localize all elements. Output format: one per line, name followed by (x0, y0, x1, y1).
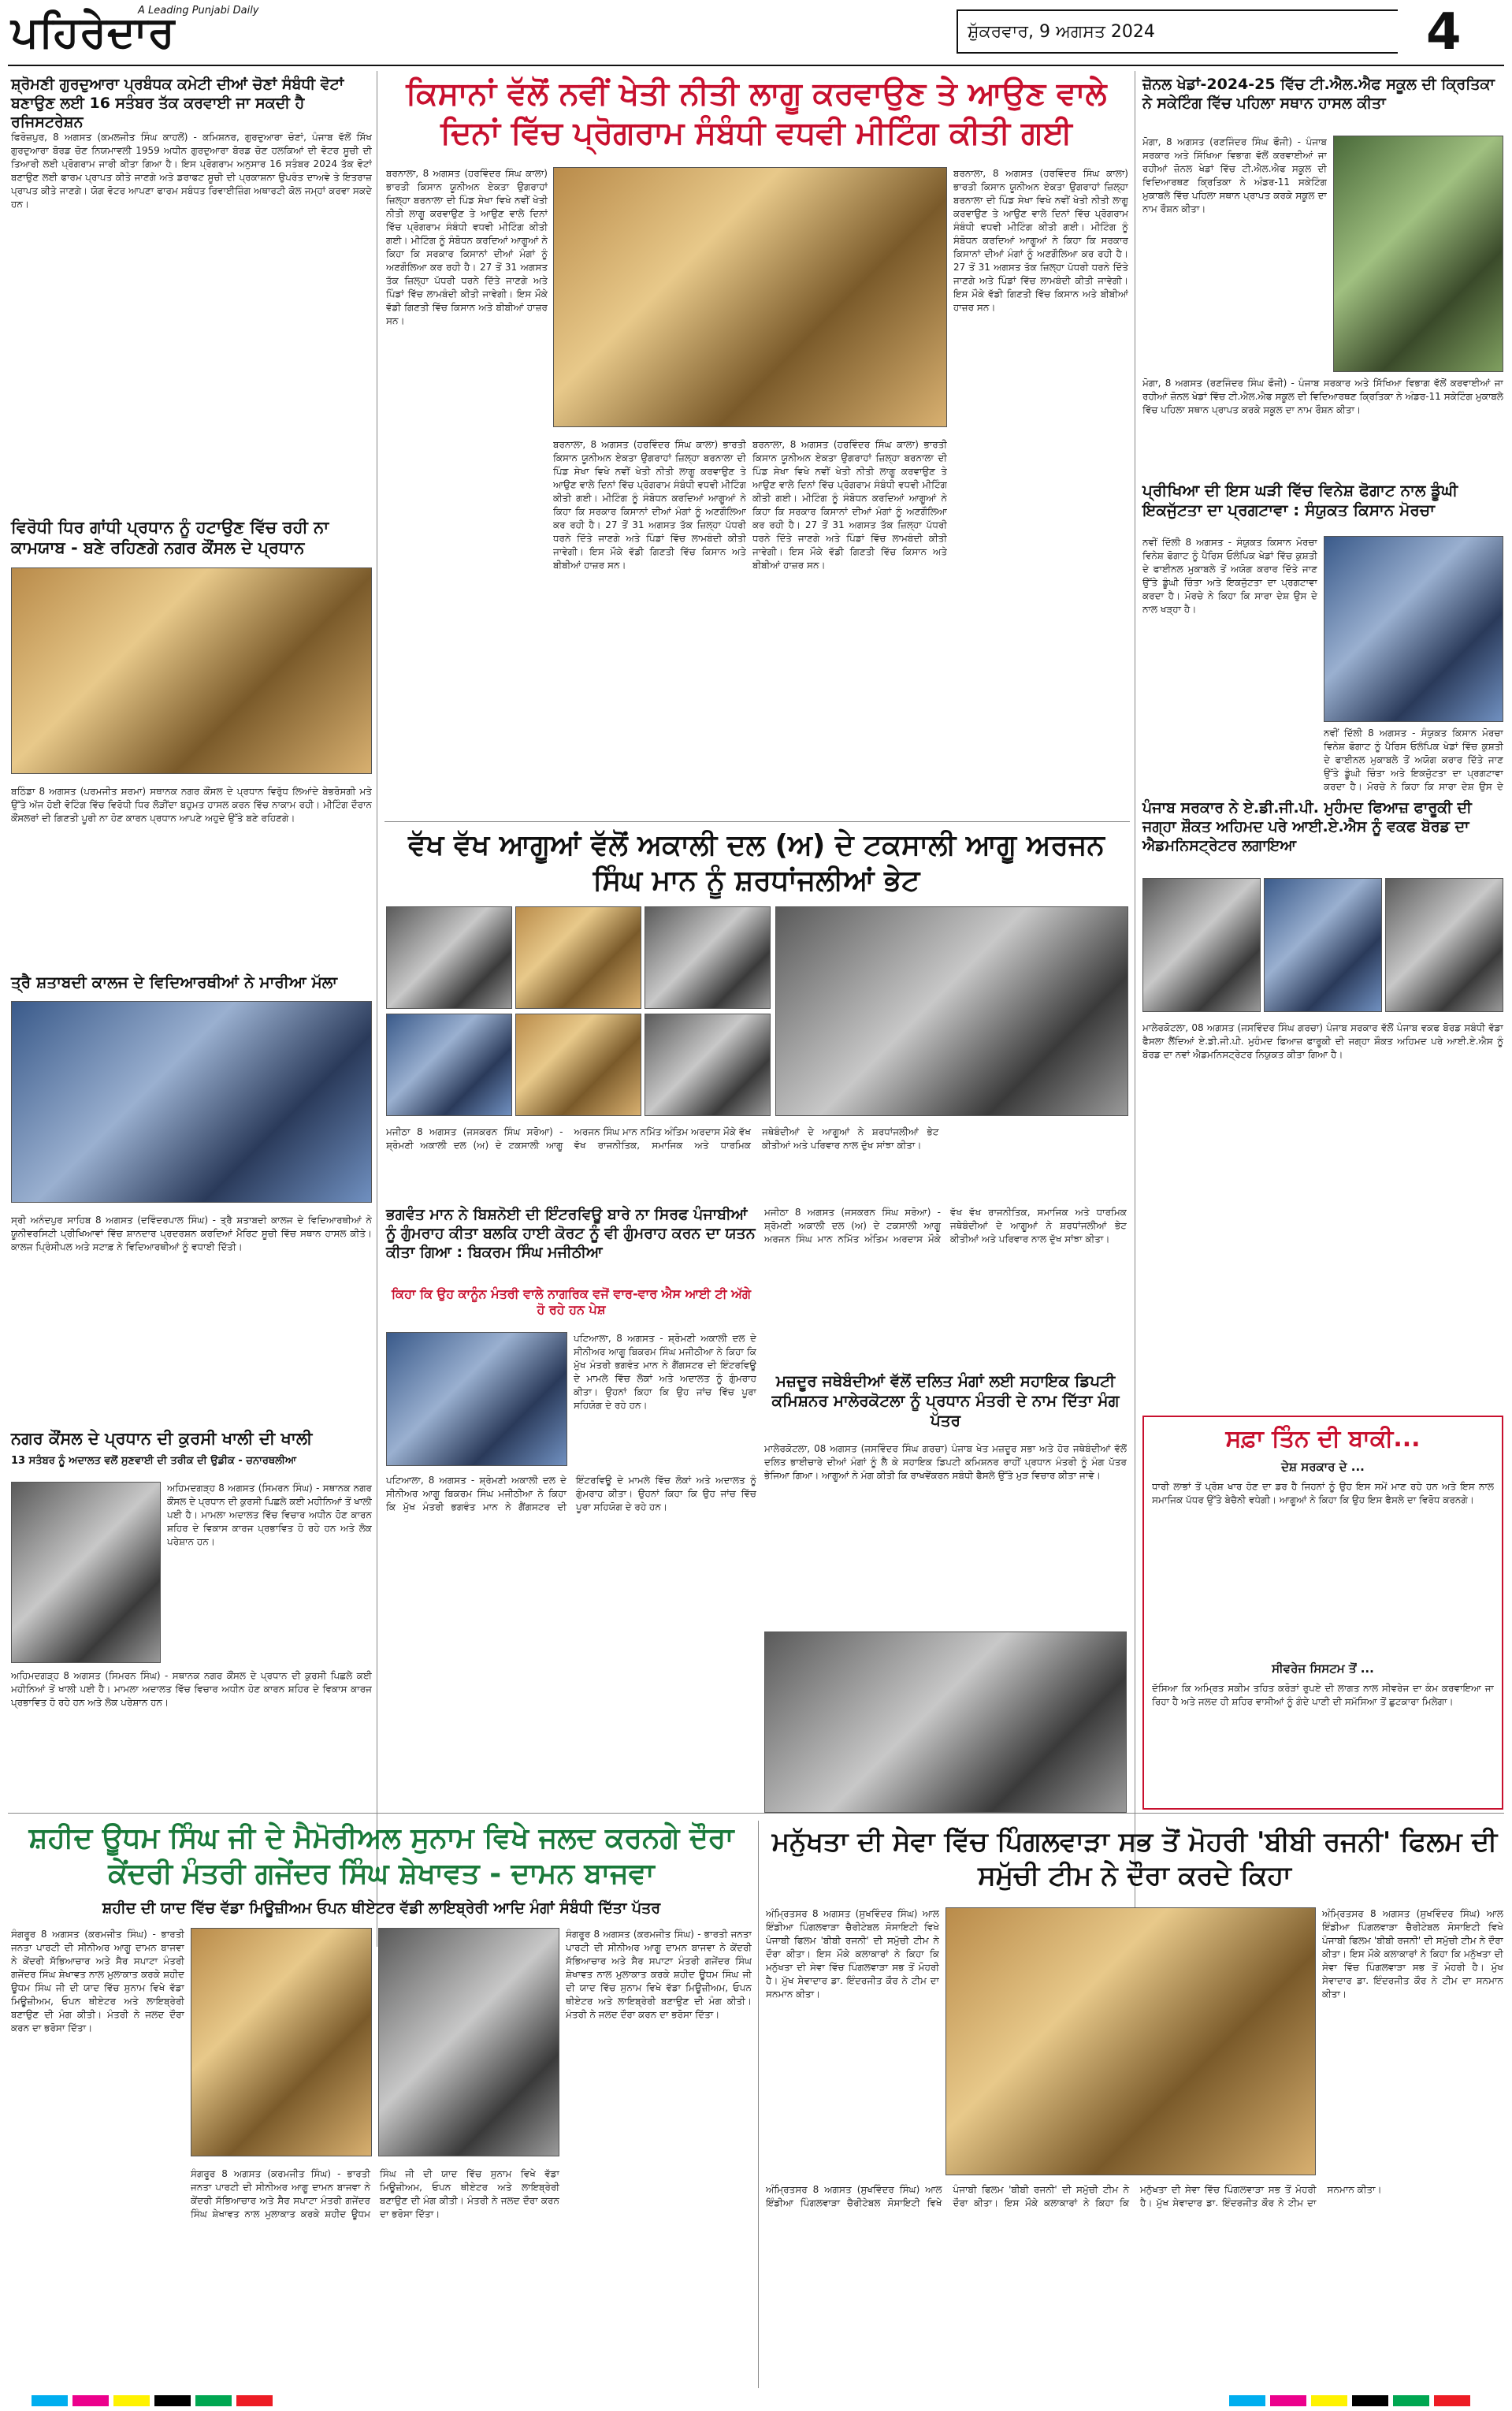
registration-swatch (72, 2395, 109, 2406)
article-a4-headline: ਨਗਰ ਕੌਂਸਲ ਦੇ ਪ੍ਰਧਾਨ ਦੀ ਕੁਰਸੀ ਖਾਲੀ ਦੀ ਖਾਲੀ (11, 1429, 313, 1448)
article-a5-body-col2: ਬਰਨਾਲਾ, 8 ਅਗਸਤ (ਹਰਵਿੰਦਰ ਸਿੰਘ ਕਾਲਾ) ਭਾਰਤੀ ਕਿਸਾਨ ਯੂਨੀਅਨ ਏਕਤਾ ਉਗਰਾਹਾਂ ਜ਼ਿਲ੍ਹਾ ਬਰਨਾਲਾ ਦੀ ਪਿੰਡ ਸੇਖਾ ਵਿਖੇ ਨਵੀਂ ਖੇਤੀ ਨੀਤੀ ਲਾਗੂ ਕਰਵਾਉਣ ਤੇ ਆਉਣ ਵਾਲੇ ਦਿਨਾਂ ਵਿੱਚ ਪ੍ਰੋਗਰਾਮ ਸੰਬੰਧੀ ਵਧਵੀ ਮੀਟਿੰਗ ਕੀਤੀ ਗਈ। ਮੀਟਿੰਗ ਨੂੰ ਸੰਬੋਧਨ ਕਰਦਿਆਂ ਆਗੂਆਂ ਨੇ ਕਿਹਾ ਕਿ ਸਰਕਾਰ ਕਿਸਾਨਾਂ ਦੀਆਂ ਮੰਗਾਂ ਨੂੰ ਅਣਗੌਲਿਆ ਕਰ ਰਹੀ ਹੈ। 27 ਤੋਂ 31 ਅਗਸਤ ਤੱਕ ਜ਼ਿਲ੍ਹਾ ਪੱਧਰੀ ਧਰਨੇ ਦਿੱਤੇ ਜਾਣਗੇ ਅਤੇ ਪਿੰਡਾਂ ਵਿੱਚ ਲਾਮਬੰਦੀ ਕੀਤੀ ਜਾਵੇਗੀ। ਇਸ ਮੌਕੇ ਵੱਡੀ ਗਿਣਤੀ ਵਿੱਚ ਕਿਸਾਨ ਅਤੇ ਬੀਬੀਆਂ ਹਾਜ਼ਰ ਸਨ। (553, 439, 746, 571)
college-students-photo (11, 1001, 372, 1203)
continued-box-title: ਸਫ਼ਾ ਤਿੰਨ ਦੀ ਬਾਕੀ... (1225, 1425, 1421, 1453)
masthead-tagline: A Leading Punjabi Daily (138, 5, 259, 17)
article-a9-headline: ਜ਼ੋਨਲ ਖੇਡਾਂ-2024-25 ਵਿੱਚ ਟੀ.ਐਲ.ਐਫ ਸਕੂਲ ਦੀ ਕ੍ਰਿਤਿਕਾ ਨੇ ਸਕੇਟਿੰਗ ਵਿੱਚ ਪਹਿਲਾ ਸਥਾਨ ਹਾਸਲ ਕੀਤਾ (1142, 76, 1495, 112)
article-a13-body: ਅੰਮ੍ਰਿਤਸਰ 8 ਅਗਸਤ (ਸੁਖਵਿੰਦਰ ਸਿੰਘ) ਆਲ ਇੰਡੀਆ ਪਿੰਗਲਵਾੜਾ ਚੈਰੀਟੇਬਲ ਸੋਸਾਇਟੀ ਵਿਖੇ ਪੰਜਾਬੀ ਫਿਲਮ 'ਬੀਬੀ ਰਜਨੀ' ਦੀ ਸਮੁੱਚੀ ਟੀਮ ਨੇ ਦੌਰਾ ਕੀਤਾ। ਇਸ ਮੌਕੇ ਕਲਾਕਾਰਾਂ ਨੇ ਕਿਹਾ ਕਿ ਮਨੁੱਖਤਾ ਦੀ ਸੇਵਾ ਵਿੱਚ ਪਿੰਗਲਵਾੜਾ ਸਭ ਤੋਂ ਮੋਹਰੀ ਹੈ। ਮੁੱਖ ਸੇਵਾਦਾਰ ਡਾ. ਇੰਦਰਜੀਤ ਕੌਰ ਨੇ ਟੀਮ ਦਾ ਸਨਮਾਨ ਕੀਤਾ। (766, 1908, 939, 2000)
article-a6-body-continued: ਮਜੀਠਾ 8 ਅਗਸਤ (ਜਸਕਰਨ ਸਿੰਘ ਸਰੋਆ) - ਸ਼੍ਰੋਮਣੀ ਅਕਾਲੀ ਦਲ (ਅ) ਦੇ ਟਕਸਾਲੀ ਆਗੂ ਅਰਜਨ ਸਿੰਘ ਮਾਨ ਨਮਿੱਤ ਅੰਤਿਮ ਅਰਦਾਸ ਮੌਕੇ ਵੱਖ ਵੱਖ ਰਾਜਨੀਤਿਕ, ਸਮਾਜਿਕ ਅਤੇ ਧਾਰਮਿਕ ਜਥੇਬੰਦੀਆਂ ਦੇ ਆਗੂਆਂ ਨੇ ਸ਼ਰਧਾਂਜਲੀਆਂ ਭੇਟ ਕੀਤੀਆਂ ਅਤੇ ਪਰਿਵਾਰ ਨਾਲ ਦੁੱਖ ਸਾਂਝਾ ਕੀਤਾ। (764, 1207, 1127, 1245)
article-a5-headline: ਕਿਸਾਨਾਂ ਵੱਲੋਂ ਨਵੀਂ ਖੇਤੀ ਨੀਤੀ ਲਾਗੂ ਕਰਵਾਉਣ ਤੇ ਆਉਣ ਵਾਲੇ ਦਿਨਾਂ ਵਿੱਚ ਪ੍ਰੋਗਰਾਮ ਸੰਬੰਧੀ ਵਧਵੀ ਮੀਟਿੰਗ ਕੀਤੀ ਗਈ (406, 76, 1107, 151)
tribute-leader-photo (645, 906, 771, 1009)
skater-girl-photo (1333, 136, 1503, 372)
article-a5-body: ਬਰਨਾਲਾ, 8 ਅਗਸਤ (ਹਰਵਿੰਦਰ ਸਿੰਘ ਕਾਲਾ) ਭਾਰਤੀ ਕਿਸਾਨ ਯੂਨੀਅਨ ਏਕਤਾ ਉਗਰਾਹਾਂ ਜ਼ਿਲ੍ਹਾ ਬਰਨਾਲਾ ਦੀ ਪਿੰਡ ਸੇਖਾ ਵਿਖੇ ਨਵੀਂ ਖੇਤੀ ਨੀਤੀ ਲਾਗੂ ਕਰਵਾਉਣ ਤੇ ਆਉਣ ਵਾਲੇ ਦਿਨਾਂ ਵਿੱਚ ਪ੍ਰੋਗਰਾਮ ਸੰਬੰਧੀ ਵਧਵੀ ਮੀਟਿੰਗ ਕੀਤੀ ਗਈ। ਮੀਟਿੰਗ ਨੂੰ ਸੰਬੋਧਨ ਕਰਦਿਆਂ ਆਗੂਆਂ ਨੇ ਕਿਹਾ ਕਿ ਸਰਕਾਰ ਕਿਸਾਨਾਂ ਦੀਆਂ ਮੰਗਾਂ ਨੂੰ ਅਣਗੌਲਿਆ ਕਰ ਰਹੀ ਹੈ। 27 ਤੋਂ 31 ਅਗਸਤ ਤੱਕ ਜ਼ਿਲ੍ਹਾ ਪੱਧਰੀ ਧਰਨੇ ਦਿੱਤੇ ਜਾਣਗੇ ਅਤੇ ਪਿੰਡਾਂ ਵਿੱਚ ਲਾਮਬੰਦੀ ਕੀਤੀ ਜਾਵੇਗੀ। ਇਸ ਮੌਕੇ ਵੱਡੀ ਗਿਣਤੀ ਵਿੱਚ ਕਿਸਾਨ ਅਤੇ ਬੀਬੀਆਂ ਹਾਜ਼ਰ ਸਨ। (386, 168, 548, 326)
registration-swatch (1352, 2395, 1388, 2406)
tribute-leader-photo (386, 1014, 512, 1116)
tribute-gathering-photo (775, 906, 1128, 1116)
article-a12-body-continued: ਸੰਗਰੂਰ 8 ਅਗਸਤ (ਕਰਮਜੀਤ ਸਿੰਘ) - ਭਾਰਤੀ ਜਨਤਾ ਪਾਰਟੀ ਦੀ ਸੀਨੀਅਰ ਆਗੂ ਦਾਮਨ ਬਾਜਵਾ ਨੇ ਕੇਂਦਰੀ ਸੱਭਿਆਚਾਰ ਅਤੇ ਸੈਰ ਸਪਾਟਾ ਮੰਤਰੀ ਗਜੇਂਦਰ ਸਿੰਘ ਸ਼ੇਖਾਵਤ ਨਾਲ ਮੁਲਾਕਾਤ ਕਰਕੇ ਸ਼ਹੀਦ ਊਧਮ ਸਿੰਘ ਜੀ ਦੀ ਯਾਦ ਵਿੱਚ ਸੁਨਾਮ ਵਿਖੇ ਵੱਡਾ ਮਿਊਜ਼ੀਅਮ, ਓਪਨ ਥੀਏਟਰ ਅਤੇ ਲਾਇਬ੍ਰੇਰੀ ਬਣਾਉਣ ਦੀ ਮੰਗ ਕੀਤੀ। ਮੰਤਰੀ ਨੇ ਜਲਦ ਦੌਰਾ ਕਰਨ ਦਾ ਭਰੋਸਾ ਦਿੱਤਾ। (191, 2168, 559, 2219)
article-a10-headline: ਪ੍ਰੀਖਿਆ ਦੀ ਇਸ ਘੜੀ ਵਿੱਚ ਵਿਨੇਸ਼ ਫੋਗਾਟ ਨਾਲ ਡੂੰਘੀ ਇਕਜੁੱਟਤਾ ਦਾ ਪ੍ਰਗਟਾਵਾ : ਸੰਯੁਕਤ ਕਿਸਾਨ ਮੋਰਚਾ (1142, 481, 1458, 519)
article-a12-headline: ਸ਼ਹੀਦ ਊਧਮ ਸਿੰਘ ਜੀ ਦੇ ਮੈਮੋਰੀਅਲ ਸੁਨਾਮ ਵਿਖੇ ਜਲਦ ਕਰਨਗੇ ਦੌਰਾ ਕੇਂਦਰੀ ਮੰਤਰੀ ਗਜੇਂਦਰ ਸਿੰਘ ਸ਼ੇਖਾਵਤ - ਦਾਮਨ ਬਾਜਵਾ (28, 1822, 734, 1890)
official-portrait (1142, 878, 1261, 1012)
vinesh-phogat-photo (1324, 536, 1503, 722)
article-a12-body-col3: ਸੰਗਰੂਰ 8 ਅਗਸਤ (ਕਰਮਜੀਤ ਸਿੰਘ) - ਭਾਰਤੀ ਜਨਤਾ ਪਾਰਟੀ ਦੀ ਸੀਨੀਅਰ ਆਗੂ ਦਾਮਨ ਬਾਜਵਾ ਨੇ ਕੇਂਦਰੀ ਸੱਭਿਆਚਾਰ ਅਤੇ ਸੈਰ ਸਪਾਟਾ ਮੰਤਰੀ ਗਜੇਂਦਰ ਸਿੰਘ ਸ਼ੇਖਾਵਤ ਨਾਲ ਮੁਲਾਕਾਤ ਕਰਕੇ ਸ਼ਹੀਦ ਊਧਮ ਸਿੰਘ ਜੀ ਦੀ ਯਾਦ ਵਿੱਚ ਸੁਨਾਮ ਵਿਖੇ ਵੱਡਾ ਮਿਊਜ਼ੀਅਮ, ਓਪਨ ਥੀਏਟਰ ਅਤੇ ਲਾਇਬ੍ਰੇਰੀ ਬਣਾਉਣ ਦੀ ਮੰਗ ਕੀਤੀ। ਮੰਤਰੀ ਨੇ ਜਲਦ ਦੌਰਾ ਕਰਨ ਦਾ ਭਰੋਸਾ ਦਿੱਤਾ। (566, 1929, 752, 2020)
issue-date: ਸ਼ੁੱਕਰਵਾਰ, 9 ਅਗਸਤ 2024 (968, 21, 1155, 42)
column-divider (758, 1821, 759, 2388)
article-a8-headline: ਮਜ਼ਦੂਰ ਜਥੇਬੰਦੀਆਂ ਵੱਲੋਂ ਦਲਿਤ ਮੰਗਾਂ ਲਈ ਸਹਾਇਕ ਡਿਪਟੀ ਕਮਿਸ਼ਨਰ ਮਾਲੇਰਕੋਟਲਾ ਨੂੰ ਪ੍ਰਧਾਨ ਮੰਤਰੀ ਦੇ ਨਾਮ ਦਿੱਤਾ ਮੰਗ ਪੱਤਰ (771, 1371, 1120, 1430)
article-a8-body: ਮਾਲੇਰਕੋਟਲਾ, 08 ਅਗਸਤ (ਜਸਵਿੰਦਰ ਸਿੰਘ ਗਰਚਾ) ਪੰਜਾਬ ਖੇਤ ਮਜ਼ਦੂਰ ਸਭਾ ਅਤੇ ਹੋਰ ਜਥੇਬੰਦੀਆਂ ਵੱਲੋਂ ਦਲਿਤ ਭਾਈਚਾਰੇ ਦੀਆਂ ਮੰਗਾਂ ਨੂੰ ਲੈ ਕੇ ਸਹਾਇਕ ਡਿਪਟੀ ਕਮਿਸ਼ਨਰ ਰਾਹੀਂ ਪ੍ਰਧਾਨ ਮੰਤਰੀ ਨੂੰ ਮੰਗ ਪੱਤਰ ਭੇਜਿਆ ਗਿਆ। ਆਗੂਆਂ ਨੇ ਮੰਗ ਕੀਤੀ ਕਿ ਰਾਖਵੇਂਕਰਨ ਸਬੰਧੀ ਫੈਸਲੇ ਉੱਤੇ ਮੁੜ ਵਿਚਾਰ ਕੀਤਾ ਜਾਵੇ। (764, 1443, 1127, 1481)
article-a6-headline: ਵੱਖ ਵੱਖ ਆਗੂਆਂ ਵੱਲੋਂ ਅਕਾਲੀ ਦਲ (ਅ) ਦੇ ਟਕਸਾਲੀ ਆਗੂ ਅਰਜਨ ਸਿੰਘ ਮਾਨ ਨੂੰ ਸ਼ਰਧਾਂਜਲੀਆਂ ਭੇਟ (408, 829, 1105, 897)
continued-box-subhead: ਦੇਸ਼ ਸਰਕਾਰ ਦੇ ... (1281, 1460, 1365, 1474)
registration-swatch (1229, 2395, 1265, 2406)
registration-swatch (236, 2395, 273, 2406)
article-a7-body-continued: ਪਟਿਆਲਾ, 8 ਅਗਸਤ - ਸ਼੍ਰੋਮਣੀ ਅਕਾਲੀ ਦਲ ਦੇ ਸੀਨੀਅਰ ਆਗੂ ਬਿਕਰਮ ਸਿੰਘ ਮਜੀਠੀਆ ਨੇ ਕਿਹਾ ਕਿ ਮੁੱਖ ਮੰਤਰੀ ਭਗਵੰਤ ਮਾਨ ਨੇ ਗੈਂਗਸਟਰ ਦੀ ਇੰਟਰਵਿਊ ਦੇ ਮਾਮਲੇ ਵਿੱਚ ਲੋਕਾਂ ਅਤੇ ਅਦਾਲਤ ਨੂੰ ਗੁੰਮਰਾਹ ਕੀਤਾ। ਉਹਨਾਂ ਕਿਹਾ ਕਿ ਉਹ ਜਾਂਚ ਵਿੱਚ ਪੂਰਾ ਸਹਿਯੋਗ ਦੇ ਰਹੇ ਹਨ। (386, 1475, 756, 1512)
article-a13-body-col4: ਅੰਮ੍ਰਿਤਸਰ 8 ਅਗਸਤ (ਸੁਖਵਿੰਦਰ ਸਿੰਘ) ਆਲ ਇੰਡੀਆ ਪਿੰਗਲਵਾੜਾ ਚੈਰੀਟੇਬਲ ਸੋਸਾਇਟੀ ਵਿਖੇ ਪੰਜਾਬੀ ਫਿਲਮ 'ਬੀਬੀ ਰਜਨੀ' ਦੀ ਸਮੁੱਚੀ ਟੀਮ ਨੇ ਦੌਰਾ ਕੀਤਾ। ਇਸ ਮੌਕੇ ਕਲਾਕਾਰਾਂ ਨੇ ਕਿਹਾ ਕਿ ਮਨੁੱਖਤਾ ਦੀ ਸੇਵਾ ਵਿੱਚ ਪਿੰਗਲਵਾੜਾ ਸਭ ਤੋਂ ਮੋਹਰੀ ਹੈ। ਮੁੱਖ ਸੇਵਾਦਾਰ ਡਾ. ਇੰਦਰਜੀਤ ਕੌਰ ਨੇ ਟੀਮ ਦਾ ਸਨਮਾਨ ਕੀਤਾ। (1322, 1908, 1503, 2000)
article-a12-body: ਸੰਗਰੂਰ 8 ਅਗਸਤ (ਕਰਮਜੀਤ ਸਿੰਘ) - ਭਾਰਤੀ ਜਨਤਾ ਪਾਰਟੀ ਦੀ ਸੀਨੀਅਰ ਆਗੂ ਦਾਮਨ ਬਾਜਵਾ ਨੇ ਕੇਂਦਰੀ ਸੱਭਿਆਚਾਰ ਅਤੇ ਸੈਰ ਸਪਾਟਾ ਮੰਤਰੀ ਗਜੇਂਦਰ ਸਿੰਘ ਸ਼ੇਖਾਵਤ ਨਾਲ ਮੁਲਾਕਾਤ ਕਰਕੇ ਸ਼ਹੀਦ ਊਧਮ ਸਿੰਘ ਜੀ ਦੀ ਯਾਦ ਵਿੱਚ ਸੁਨਾਮ ਵਿਖੇ ਵੱਡਾ ਮਿਊਜ਼ੀਅਮ, ਓਪਨ ਥੀਏਟਰ ਅਤੇ ਲਾਇਬ੍ਰੇਰੀ ਬਣਾਉਣ ਦੀ ਮੰਗ ਕੀਤੀ। ਮੰਤਰੀ ਨੇ ਜਲਦ ਦੌਰਾ ਕਰਨ ਦਾ ਭਰੋਸਾ ਦਿੱਤਾ। (11, 1929, 184, 2033)
registration-swatch (1434, 2395, 1470, 2406)
date-box (957, 9, 1398, 54)
article-a11-body: ਮਾਲੇਰਕੋਟਲਾ, 08 ਅਗਸਤ (ਜਸਵਿੰਦਰ ਸਿੰਘ ਗਰਚਾ) ਪੰਜਾਬ ਸਰਕਾਰ ਵੱਲੋਂ ਪੰਜਾਬ ਵਕਫ ਬੋਰਡ ਸਬੰਧੀ ਵੱਡਾ ਫੈਸਲਾ ਲੈਂਦਿਆਂ ਏ.ਡੀ.ਜੀ.ਪੀ. ਮੁਹੰਮਦ ਫਿਆਜ਼ ਫਾਰੂਕੀ ਦੀ ਜਗ੍ਹਾ ਸ਼ੌਕਤ ਅਹਿਮਦ ਪਰੇ ਆਈ.ਏ.ਐਸ ਨੂੰ ਬੋਰਡ ਦਾ ਨਵਾਂ ਐਡਮਨਿਸਟ੍ਰੇਟਰ ਨਿਯੁਕਤ ਕੀਤਾ ਗਿਆ ਹੈ। (1142, 1022, 1503, 1060)
article-a1-headline: ਸ਼੍ਰੋਮਣੀ ਗੁਰਦੁਆਰਾ ਪ੍ਰਬੰਧਕ ਕਮੇਟੀ ਦੀਆਂ ਚੋਣਾਂ ਸੰਬੰਧੀ ਵੋਟਾਂ ਬਣਾਉਣ ਲਈ 16 ਸਤੰਬਰ ਤੱਕ ਕਰਵਾਈ ਜਾ ਸਕਦੀ ਹੈ ਰਜਿਸਟਰੇਸ਼ਨ (11, 76, 344, 131)
registration-swatch (1311, 2395, 1347, 2406)
article-a13-headline: ਮਨੁੱਖਤਾ ਦੀ ਸੇਵਾ ਵਿੱਚ ਪਿੰਗਲਵਾੜਾ ਸਭ ਤੋਂ ਮੋਹਰੀ 'ਬੀਬੀ ਰਜਨੀ' ਫਿਲਮ ਦੀ ਸਮੁੱਚੀ ਟੀਮ ਨੇ ਦੌਰਾ ਕਰਦੇ ਕਿਹਾ (771, 1826, 1498, 1892)
bajwa-minister-photo (191, 1928, 372, 2156)
article-a2-body: ਬਠਿੰਡਾ 8 ਅਗਸਤ (ਪਰਮਜੀਤ ਸ਼ਰਮਾ) ਸਥਾਨਕ ਨਗਰ ਕੌਂਸਲ ਦੇ ਪ੍ਰਧਾਨ ਵਿਰੁੱਧ ਲਿਆਂਦੇ ਬੇਭਰੋਸਗੀ ਮਤੇ ਉੱਤੇ ਅੱਜ ਹੋਈ ਵੋਟਿੰਗ ਵਿੱਚ ਵਿਰੋਧੀ ਧਿਰ ਲੋੜੀਂਦਾ ਬਹੁਮਤ ਹਾਸਲ ਕਰਨ ਵਿੱਚ ਨਾਕਾਮ ਰਹੀ। ਮੀਟਿੰਗ ਦੌਰਾਨ ਕੌਂਸਲਰਾਂ ਦੀ ਗਿਣਤੀ ਪੂਰੀ ਨਾ ਹੋਣ ਕਾਰਨ ਪ੍ਰਧਾਨ ਆਪਣੇ ਅਹੁਦੇ ਉੱਤੇ ਬਣੇ ਰਹਿਣਗੇ। (11, 786, 372, 824)
registration-swatch (195, 2395, 232, 2406)
farmers-meeting-photo (553, 167, 947, 427)
masthead-rule (8, 65, 1504, 66)
article-a1-body: ਫਿਰੋਜ਼ਪੁਰ, 8 ਅਗਸਤ (ਕਮਲਜੀਤ ਸਿੰਘ ਕਾਹਲੋਂ) - ਕਮਿਸ਼ਨਰ, ਗੁਰਦੁਆਰਾ ਚੋਣਾਂ, ਪੰਜਾਬ ਵੱਲੋਂ ਸਿੱਖ ਗੁਰਦੁਆਰਾ ਬੋਰਡ ਚੋਣ ਨਿਯਮਾਵਲੀ 1959 ਅਧੀਨ ਗੁਰਦੁਆਰਾ ਬੋਰਡ ਚੋਣ ਹਲਕਿਆਂ ਦੀ ਵੋਟਰ ਸੂਚੀ ਦੀ ਤਿਆਰੀ ਲਈ ਪ੍ਰੋਗਰਾਮ ਜਾਰੀ ਕੀਤਾ ਗਿਆ ਹੈ। ਇਸ ਪ੍ਰੋਗਰਾਮ ਅਨੁਸਾਰ 16 ਸਤੰਬਰ 2024 ਤੱਕ ਵੋਟਾਂ ਬਣਾਉਣ ਲਈ ਫਾਰਮ ਪ੍ਰਾਪਤ ਕੀਤੇ ਜਾਣਗੇ ਅਤੇ ਡਰਾਫਟ ਸੂਚੀ ਦੀ ਪ੍ਰਕਾਸ਼ਨਾ ਉਪਰੰਤ ਦਾਅਵੇ ਤੇ ਇਤਰਾਜ਼ ਪ੍ਰਾਪਤ ਕੀਤੇ ਜਾਣਗੇ। ਯੋਗ ਵੋਟਰ ਆਪਣਾ ਫਾਰਮ ਸਬੰਧਤ ਰਿਵਾਈਜ਼ਿੰਗ ਅਥਾਰਟੀ ਕੋਲ ਜਮ੍ਹਾਂ ਕਰਵਾ ਸਕਦੇ ਹਨ। (11, 132, 372, 210)
tribute-leader-photo (386, 906, 512, 1009)
memorandum-photo (764, 1632, 1127, 1813)
pingalwara-film-team-photo (945, 1907, 1316, 2175)
article-a4-body: ਅਹਿਮਦਗੜ੍ਹ 8 ਅਗਸਤ (ਸਿਮਰਨ ਸਿੰਘ) - ਸਥਾਨਕ ਨਗਰ ਕੌਂਸਲ ਦੇ ਪ੍ਰਧਾਨ ਦੀ ਕੁਰਸੀ ਪਿਛਲੇ ਕਈ ਮਹੀਨਿਆਂ ਤੋਂ ਖਾਲੀ ਪਈ ਹੈ। ਮਾਮਲਾ ਅਦਾਲਤ ਵਿੱਚ ਵਿਚਾਰ ਅਧੀਨ ਹੋਣ ਕਾਰਨ ਸ਼ਹਿਰ ਦੇ ਵਿਕਾਸ ਕਾਰਜ ਪ੍ਰਭਾਵਿਤ ਹੋ ਰਹੇ ਹਨ ਅਤੇ ਲੋਕ ਪਰੇਸ਼ਾਨ ਹਨ। (167, 1483, 372, 1547)
article-a10-body-side: ਨਵੀਂ ਦਿੱਲੀ 8 ਅਗਸਤ - ਸੰਯੁਕਤ ਕਿਸਾਨ ਮੋਰਚਾ ਵਿਨੇਸ਼ ਫੋਗਾਟ ਨੂੰ ਪੈਰਿਸ ਓਲੰਪਿਕ ਖੇਡਾਂ ਵਿੱਚ ਕੁਸ਼ਤੀ ਦੇ ਫਾਈਨਲ ਮੁਕਾਬਲੇ ਤੋਂ ਅਯੋਗ ਕਰਾਰ ਦਿੱਤੇ ਜਾਣ ਉੱਤੇ ਡੂੰਘੀ ਚਿੰਤਾ ਅਤੇ ਇਕਜੁੱਟਤਾ ਦਾ ਪ੍ਰਗਟਾਵਾ ਕਰਦਾ ਹੈ। ਮੋਰਚੇ ਨੇ ਕਿਹਾ ਕਿ ਸਾਰਾ ਦੇਸ਼ ਉਸ ਦੇ (1324, 727, 1503, 792)
section-rule (385, 821, 1130, 822)
article-a7-body: ਪਟਿਆਲਾ, 8 ਅਗਸਤ - ਸ਼੍ਰੋਮਣੀ ਅਕਾਲੀ ਦਲ ਦੇ ਸੀਨੀਅਰ ਆਗੂ ਬਿਕਰਮ ਸਿੰਘ ਮਜੀਠੀਆ ਨੇ ਕਿਹਾ ਕਿ ਮੁੱਖ ਮੰਤਰੀ ਭਗਵੰਤ ਮਾਨ ਨੇ ਗੈਂਗਸਟਰ ਦੀ ਇੰਟਰਵਿਊ ਦੇ ਮਾਮਲੇ ਵਿੱਚ ਲੋਕਾਂ ਅਤੇ ਅਦਾਲਤ ਨੂੰ ਗੁੰਮਰਾਹ ਕੀਤਾ। ਉਹਨਾਂ ਕਿਹਾ ਕਿ ਉਹ ਜਾਂਚ ਵਿੱਚ ਪੂਰਾ ਸਹਿਯੋਗ ਦੇ ਰਹੇ ਹਨ। (574, 1333, 756, 1411)
official-portrait (1264, 878, 1382, 1012)
article-a7-subhead: ਕਿਹਾ ਕਿ ਉਹ ਕਾਨੂੰਨ ਮੰਤਰੀ ਵਾਲੇ ਨਾਗਰਿਕ ਵਜੋਂ ਵਾਰ-ਵਾਰ ਐਸ ਆਈ ਟੀ ਅੱਗੇ ਹੋ ਰਹੇ ਹਨ ਪੇਸ਼ (392, 1286, 751, 1317)
section-rule (8, 1813, 1504, 1814)
article-a5-body-col4: ਬਰਨਾਲਾ, 8 ਅਗਸਤ (ਹਰਵਿੰਦਰ ਸਿੰਘ ਕਾਲਾ) ਭਾਰਤੀ ਕਿਸਾਨ ਯੂਨੀਅਨ ਏਕਤਾ ਉਗਰਾਹਾਂ ਜ਼ਿਲ੍ਹਾ ਬਰਨਾਲਾ ਦੀ ਪਿੰਡ ਸੇਖਾ ਵਿਖੇ ਨਵੀਂ ਖੇਤੀ ਨੀਤੀ ਲਾਗੂ ਕਰਵਾਉਣ ਤੇ ਆਉਣ ਵਾਲੇ ਦਿਨਾਂ ਵਿੱਚ ਪ੍ਰੋਗਰਾਮ ਸੰਬੰਧੀ ਵਧਵੀ ਮੀਟਿੰਗ ਕੀਤੀ ਗਈ। ਮੀਟਿੰਗ ਨੂੰ ਸੰਬੋਧਨ ਕਰਦਿਆਂ ਆਗੂਆਂ ਨੇ ਕਿਹਾ ਕਿ ਸਰਕਾਰ ਕਿਸਾਨਾਂ ਦੀਆਂ ਮੰਗਾਂ ਨੂੰ ਅਣਗੌਲਿਆ ਕਰ ਰਹੀ ਹੈ। 27 ਤੋਂ 31 ਅਗਸਤ ਤੱਕ ਜ਼ਿਲ੍ਹਾ ਪੱਧਰੀ ਧਰਨੇ ਦਿੱਤੇ ਜਾਣਗੇ ਅਤੇ ਪਿੰਡਾਂ ਵਿੱਚ ਲਾਮਬੰਦੀ ਕੀਤੀ ਜਾਵੇਗੀ। ਇਸ ਮੌਕੇ ਵੱਡੀ ਗਿਣਤੀ ਵਿੱਚ ਕਿਸਾਨ ਅਤੇ ਬੀਬੀਆਂ ਹਾਜ਼ਰ ਸਨ। (953, 168, 1128, 313)
tribute-leader-photo (515, 1014, 641, 1116)
article-a4-body-continued: ਅਹਿਮਦਗੜ੍ਹ 8 ਅਗਸਤ (ਸਿਮਰਨ ਸਿੰਘ) - ਸਥਾਨਕ ਨਗਰ ਕੌਂਸਲ ਦੇ ਪ੍ਰਧਾਨ ਦੀ ਕੁਰਸੀ ਪਿਛਲੇ ਕਈ ਮਹੀਨਿਆਂ ਤੋਂ ਖਾਲੀ ਪਈ ਹੈ। ਮਾਮਲਾ ਅਦਾਲਤ ਵਿੱਚ ਵਿਚਾਰ ਅਧੀਨ ਹੋਣ ਕਾਰਨ ਸ਼ਹਿਰ ਦੇ ਵਿਕਾਸ ਕਾਰਜ ਪ੍ਰਭਾਵਿਤ ਹੋ ਰਹੇ ਹਨ ਅਤੇ ਲੋਕ ਪਰੇਸ਼ਾਨ ਹਨ। (11, 1670, 372, 1708)
council-president-portrait (11, 1482, 161, 1663)
article-a6-body: ਮਜੀਠਾ 8 ਅਗਸਤ (ਜਸਕਰਨ ਸਿੰਘ ਸਰੋਆ) - ਸ਼੍ਰੋਮਣੀ ਅਕਾਲੀ ਦਲ (ਅ) ਦੇ ਟਕਸਾਲੀ ਆਗੂ ਅਰਜਨ ਸਿੰਘ ਮਾਨ ਨਮਿੱਤ ਅੰਤਿਮ ਅਰਦਾਸ ਮੌਕੇ ਵੱਖ ਵੱਖ ਰਾਜਨੀਤਿਕ, ਸਮਾਜਿਕ ਅਤੇ ਧਾਰਮਿਕ ਜਥੇਬੰਦੀਆਂ ਦੇ ਆਗੂਆਂ ਨੇ ਸ਼ਰਧਾਂਜਲੀਆਂ ਭੇਟ ਕੀਤੀਆਂ ਅਤੇ ਪਰਿਵਾਰ ਨਾਲ ਦੁੱਖ ਸਾਂਝਾ ਕੀਤਾ। (386, 1126, 939, 1151)
continued-box-body: ਧਾਰੀ ਲਾਭਾਂ ਤੋਂ ਪ੍ਰੋਸ਼ ਖਾਰ ਹੋਣ ਦਾ ਡਰ ਹੈ ਜਿਹਨਾਂ ਨੂੰ ਉਹ ਇਸ ਸਮੇਂ ਮਾਣ ਰਹੇ ਹਨ ਅਤੇ ਇਸ ਨਾਲ ਸਮਾਜਿਕ ਪੱਧਰ ਉੱਤੇ ਬੇਚੈਨੀ ਵਧੇਗੀ। ਆਗੂਆਂ ਨੇ ਕਿਹਾ ਕਿ ਉਹ ਇਸ ਫੈਸਲੇ ਦਾ ਵਿਰੋਧ ਕਰਨਗੇ। (1152, 1481, 1494, 1505)
registration-swatch (1393, 2395, 1429, 2406)
majithia-press-photo (386, 1332, 567, 1466)
registration-swatch (32, 2395, 68, 2406)
article-a2-headline: ਵਿਰੋਧੀ ਧਿਰ ਗਾਂਧੀ ਪ੍ਰਧਾਨ ਨੂੰ ਹਟਾਉਣ ਵਿੱਚ ਰਹੀ ਨਾ ਕਾਮਯਾਬ - ਬਣੇ ਰਹਿਣਗੇ ਨਗਰ ਕੌਂਸਲ ਦੇ ਪ੍ਰਧਾਨ (11, 518, 329, 558)
article-a9-body-continued: ਮੋਗਾ, 8 ਅਗਸਤ (ਰਣਜਿੰਦਰ ਸਿੰਘ ਫੌਜੀ) - ਪੰਜਾਬ ਸਰਕਾਰ ਅਤੇ ਸਿੱਖਿਆ ਵਿਭਾਗ ਵੱਲੋਂ ਕਰਵਾਈਆਂ ਜਾ ਰਹੀਆਂ ਜ਼ੋਨਲ ਖੇਡਾਂ ਵਿੱਚ ਟੀ.ਐਲ.ਐਫ ਸਕੂਲ ਦੀ ਵਿਦਿਆਰਥਣ ਕ੍ਰਿਤਿਕਾ ਨੇ ਅੰਡਰ-11 ਸਕੇਟਿੰਗ ਮੁਕਾਬਲੇ ਵਿੱਚ ਪਹਿਲਾ ਸਥਾਨ ਪ੍ਰਾਪਤ ਕਰਕੇ ਸਕੂਲ ਦਾ ਨਾਮ ਰੌਸ਼ਨ ਕੀਤਾ। (1142, 378, 1503, 415)
registration-swatch (1270, 2395, 1306, 2406)
tribute-leader-photo (515, 906, 641, 1009)
article-a12-subhead: ਸ਼ਹੀਦ ਦੀ ਯਾਦ ਵਿੱਚ ਵੱਡਾ ਮਿਊਜ਼ੀਅਮ ਓਪਨ ਥੀਏਟਰ ਵੱਡੀ ਲਾਇਬ੍ਰੇਰੀ ਆਦਿ ਮੰਗਾਂ ਸੰਬੰਧੀ ਦਿੱਤਾ ਪੱਤਰ (102, 1899, 661, 1917)
article-a3-body: ਸ੍ਰੀ ਅਨੰਦਪੁਰ ਸਾਹਿਬ 8 ਅਗਸਤ (ਦਵਿੰਦਰਪਾਲ ਸਿੰਘ) - ਤ੍ਰੈ ਸ਼ਤਾਬਦੀ ਕਾਲਜ ਦੇ ਵਿਦਿਆਰਥੀਆਂ ਨੇ ਯੂਨੀਵਰਸਿਟੀ ਪ੍ਰੀਖਿਆਵਾਂ ਵਿੱਚ ਸ਼ਾਨਦਾਰ ਪ੍ਰਦਰਸ਼ਨ ਕਰਦਿਆਂ ਮੈਰਿਟ ਸੂਚੀ ਵਿੱਚ ਸਥਾਨ ਹਾਸਲ ਕੀਤੇ। ਕਾਲਜ ਪ੍ਰਿੰਸੀਪਲ ਅਤੇ ਸਟਾਫ਼ ਨੇ ਵਿਦਿਆਰਥੀਆਂ ਨੂੰ ਵਧਾਈ ਦਿੱਤੀ। (11, 1215, 372, 1252)
article-a9-body: ਮੋਗਾ, 8 ਅਗਸਤ (ਰਣਜਿੰਦਰ ਸਿੰਘ ਫੌਜੀ) - ਪੰਜਾਬ ਸਰਕਾਰ ਅਤੇ ਸਿੱਖਿਆ ਵਿਭਾਗ ਵੱਲੋਂ ਕਰਵਾਈਆਂ ਜਾ ਰਹੀਆਂ ਜ਼ੋਨਲ ਖੇਡਾਂ ਵਿੱਚ ਟੀ.ਐਲ.ਐਫ ਸਕੂਲ ਦੀ ਵਿਦਿਆਰਥਣ ਕ੍ਰਿਤਿਕਾ ਨੇ ਅੰਡਰ-11 ਸਕੇਟਿੰਗ ਮੁਕਾਬਲੇ ਵਿੱਚ ਪਹਿਲਾ ਸਥਾਨ ਪ੍ਰਾਪਤ ਕਰਕੇ ਸਕੂਲ ਦਾ ਨਾਮ ਰੌਸ਼ਨ ਕੀਤਾ। (1142, 136, 1327, 214)
article-a7-headline: ਭਗਵੰਤ ਮਾਨ ਨੇ ਬਿਸ਼ਨੋਈ ਦੀ ਇੰਟਰਵਿਊ ਬਾਰੇ ਨਾ ਸਿਰਫ ਪੰਜਾਬੀਆਂ ਨੂੰ ਗੁੰਮਰਾਹ ਕੀਤਾ ਬਲਕਿ ਹਾਈ ਕੋਰਟ ਨੂੰ ਵੀ ਗੁੰਮਰਾਹ ਕਰਨ ਦਾ ਯਤਨ ਕੀਤਾ ਗਿਆ : ਬਿਕਰਮ ਸਿੰਘ ਮਜੀਠੀਆ (386, 1206, 756, 1261)
masthead-logo: ਪਹਿਰੇਦਾਰ (11, 6, 176, 57)
page-number: 4 (1426, 3, 1462, 61)
article-a5-body-col3: ਬਰਨਾਲਾ, 8 ਅਗਸਤ (ਹਰਵਿੰਦਰ ਸਿੰਘ ਕਾਲਾ) ਭਾਰਤੀ ਕਿਸਾਨ ਯੂਨੀਅਨ ਏਕਤਾ ਉਗਰਾਹਾਂ ਜ਼ਿਲ੍ਹਾ ਬਰਨਾਲਾ ਦੀ ਪਿੰਡ ਸੇਖਾ ਵਿਖੇ ਨਵੀਂ ਖੇਤੀ ਨੀਤੀ ਲਾਗੂ ਕਰਵਾਉਣ ਤੇ ਆਉਣ ਵਾਲੇ ਦਿਨਾਂ ਵਿੱਚ ਪ੍ਰੋਗਰਾਮ ਸੰਬੰਧੀ ਵਧਵੀ ਮੀਟਿੰਗ ਕੀਤੀ ਗਈ। ਮੀਟਿੰਗ ਨੂੰ ਸੰਬੋਧਨ ਕਰਦਿਆਂ ਆਗੂਆਂ ਨੇ ਕਿਹਾ ਕਿ ਸਰਕਾਰ ਕਿਸਾਨਾਂ ਦੀਆਂ ਮੰਗਾਂ ਨੂੰ ਅਣਗੌਲਿਆ ਕਰ ਰਹੀ ਹੈ। 27 ਤੋਂ 31 ਅਗਸਤ ਤੱਕ ਜ਼ਿਲ੍ਹਾ ਪੱਧਰੀ ਧਰਨੇ ਦਿੱਤੇ ਜਾਣਗੇ ਅਤੇ ਪਿੰਡਾਂ ਵਿੱਚ ਲਾਮਬੰਦੀ ਕੀਤੀ ਜਾਵੇਗੀ। ਇਸ ਮੌਕੇ ਵੱਡੀ ਗਿਣਤੀ ਵਿੱਚ ਕਿਸਾਨ ਅਤੇ ਬੀਬੀਆਂ ਹਾਜ਼ਰ ਸਨ। (752, 439, 947, 571)
tribute-leader-photo (645, 1014, 771, 1116)
article-a11-headline: ਪੰਜਾਬ ਸਰਕਾਰ ਨੇ ਏ.ਡੀ.ਜੀ.ਪੀ. ਮੁਹੰਮਦ ਫਿਆਜ਼ ਫਾਰੂਕੀ ਦੀ ਜਗ੍ਹਾ ਸ਼ੌਕਤ ਅਹਿਮਦ ਪਰੇ ਆਈ.ਏ.ਐਸ ਨੂੰ ਵਕਫ ਬੋਰਡ ਦਾ ਐਡਮਨਿਸਟ੍ਰੇਟਰ ਲਗਾਇਆ (1142, 799, 1472, 854)
official-portrait (1385, 878, 1503, 1012)
registration-swatch (154, 2395, 191, 2406)
registration-swatch (113, 2395, 150, 2406)
council-meeting-photo (11, 567, 372, 774)
article-a10-body: ਨਵੀਂ ਦਿੱਲੀ 8 ਅਗਸਤ - ਸੰਯੁਕਤ ਕਿਸਾਨ ਮੋਰਚਾ ਵਿਨੇਸ਼ ਫੋਗਾਟ ਨੂੰ ਪੈਰਿਸ ਓਲੰਪਿਕ ਖੇਡਾਂ ਵਿੱਚ ਕੁਸ਼ਤੀ ਦੇ ਫਾਈਨਲ ਮੁਕਾਬਲੇ ਤੋਂ ਅਯੋਗ ਕਰਾਰ ਦਿੱਤੇ ਜਾਣ ਉੱਤੇ ਡੂੰਘੀ ਚਿੰਤਾ ਅਤੇ ਇਕਜੁੱਟਤਾ ਦਾ ਪ੍ਰਗਟਾਵਾ ਕਰਦਾ ਹੈ। ਮੋਰਚੇ ਨੇ ਕਿਹਾ ਕਿ ਸਾਰਾ ਦੇਸ਼ ਉਸ ਦੇ ਨਾਲ ਖੜ੍ਹਾ ਹੈ। (1142, 537, 1317, 615)
continued-box-body-2: ਦੱਸਿਆ ਕਿ ਅਮ੍ਰਿਤ ਸਕੀਮ ਤਹਿਤ ਕਰੋੜਾਂ ਰੁਪਏ ਦੀ ਲਾਗਤ ਨਾਲ ਸੀਵਰੇਜ ਦਾ ਕੰਮ ਕਰਵਾਇਆ ਜਾ ਰਿਹਾ ਹੈ ਅਤੇ ਜਲਦ ਹੀ ਸ਼ਹਿਰ ਵਾਸੀਆਂ ਨੂੰ ਗੰਦੇ ਪਾਣੀ ਦੀ ਸਮੱਸਿਆ ਤੋਂ ਛੁਟਕਾਰਾ ਮਿਲੇਗਾ। (1152, 1683, 1494, 1707)
bajwa-minister-photo (378, 1928, 559, 2156)
article-a3-headline: ਤ੍ਰੈ ਸ਼ਤਾਬਦੀ ਕਾਲਜ ਦੇ ਵਿਦਿਆਰਥੀਆਂ ਨੇ ਮਾਰੀਆ ਮੱਲਾ (11, 973, 337, 992)
article-a4-subhead: 13 ਸਤੰਬਰ ਨੂੰ ਅਦਾਲਤ ਵਲੋਂ ਸੁਣਵਾਈ ਦੀ ਤਰੀਕ ਦੀ ਉਡੀਕ - ਚਨਾਰਥਲੀਆ (11, 1455, 297, 1467)
continued-box-subhead-2: ਸੀਵਰੇਜ ਸਿਸਟਮ ਤੋਂ ... (1272, 1661, 1374, 1676)
article-a13-body-continued: ਅੰਮ੍ਰਿਤਸਰ 8 ਅਗਸਤ (ਸੁਖਵਿੰਦਰ ਸਿੰਘ) ਆਲ ਇੰਡੀਆ ਪਿੰਗਲਵਾੜਾ ਚੈਰੀਟੇਬਲ ਸੋਸਾਇਟੀ ਵਿਖੇ ਪੰਜਾਬੀ ਫਿਲਮ 'ਬੀਬੀ ਰਜਨੀ' ਦੀ ਸਮੁੱਚੀ ਟੀਮ ਨੇ ਦੌਰਾ ਕੀਤਾ। ਇਸ ਮੌਕੇ ਕਲਾਕਾਰਾਂ ਨੇ ਕਿਹਾ ਕਿ ਮਨੁੱਖਤਾ ਦੀ ਸੇਵਾ ਵਿੱਚ ਪਿੰਗਲਵਾੜਾ ਸਭ ਤੋਂ ਮੋਹਰੀ ਹੈ। ਮੁੱਖ ਸੇਵਾਦਾਰ ਡਾ. ਇੰਦਰਜੀਤ ਕੌਰ ਨੇ ਟੀਮ ਦਾ ਸਨਮਾਨ ਕੀਤਾ। (766, 2184, 1382, 2208)
